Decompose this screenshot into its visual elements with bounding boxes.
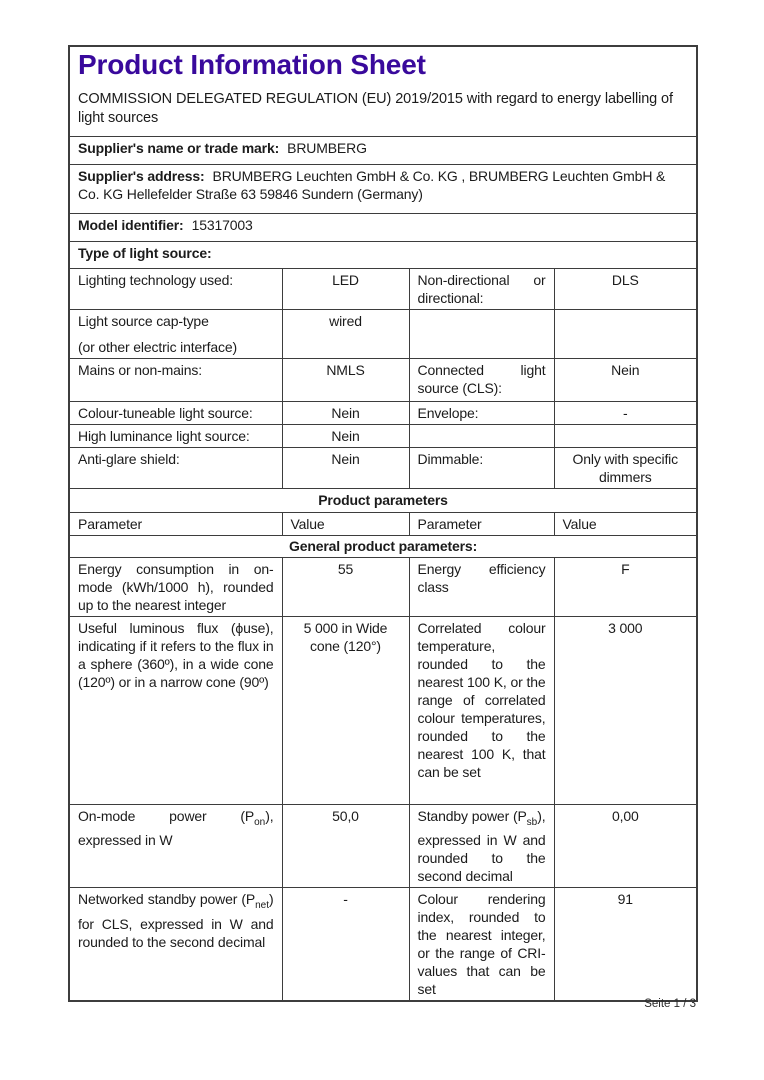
page-title: Product Information Sheet	[78, 49, 426, 80]
column-header-value: Value	[554, 512, 697, 535]
table-row	[69, 447, 697, 488]
model-identifier-label: Model identifier:	[78, 216, 184, 233]
param-label-cell: Mains or non-mains:	[69, 358, 282, 401]
param-label-cell	[409, 424, 554, 447]
table-row	[69, 268, 697, 309]
standby-power-label-pre: Standby power (P	[417, 807, 527, 824]
param-value-cell: 50,0	[282, 804, 409, 888]
param-value-cell: 0,00	[554, 804, 697, 888]
cap-type-line2: (or other electric interface)	[78, 338, 238, 355]
param-label-cell: Energy efficiency class	[409, 557, 554, 616]
param-label-cell: Dimmable:	[409, 447, 554, 488]
param-value-cell: 5 000 in Wide cone (120°)	[282, 616, 409, 804]
general-product-parameters-header: General product parameters:	[69, 535, 697, 557]
param-label-cell	[69, 888, 282, 1002]
supplier-name-label: Supplier's name or trade mark:	[78, 139, 280, 156]
param-value-cell: F	[554, 557, 697, 616]
column-header-parameter: Parameter	[409, 512, 554, 535]
supplier-address-row	[69, 164, 697, 213]
table-row	[69, 309, 697, 358]
param-label-cell	[409, 309, 554, 358]
supplier-address-label: Supplier's address:	[78, 167, 205, 184]
table-row	[69, 424, 697, 447]
column-header-row	[69, 512, 697, 535]
param-label-cell: Useful luminous flux (ϕuse), indicating if it refers to the flux in a sphere (360º), in a wide cone (120º) or in a narrow cone (90º)	[69, 616, 282, 804]
param-label-cell: Energy consumption in on-mode (kWh/1000 h), rounded up to the nearest integer	[69, 557, 282, 616]
param-value-cell	[554, 424, 697, 447]
param-label-cell: Correlated colour temperature, rounded to the nearest 100 K, or the range of correlated colour temperatures, rounded to the nearest 100 K, that can be set	[409, 616, 554, 804]
param-value-cell: 3 000	[554, 616, 697, 804]
networked-standby-subscript: net	[255, 900, 269, 912]
standby-power-subscript: sb	[526, 816, 538, 828]
param-label-cell: Connected light source (CLS):	[409, 358, 554, 401]
on-mode-power-subscript: on	[254, 816, 266, 828]
param-value-cell: Nein	[554, 358, 697, 401]
table-row	[69, 616, 697, 804]
table-row	[69, 888, 697, 1002]
param-label-cell	[69, 804, 282, 888]
param-value-cell: Nein	[282, 424, 409, 447]
param-value-cell: NMLS	[282, 358, 409, 401]
param-label-cell: Colour rendering index, rounded to the nearest integer, or the range of CRI-values that can be set	[409, 888, 554, 1002]
param-value-cell: DLS	[554, 268, 697, 309]
on-mode-power-label-pre: On-mode power (P	[78, 807, 255, 824]
param-value-cell: Nein	[282, 447, 409, 488]
type-of-light-source-label: Type of light source:	[78, 244, 212, 261]
standby-power-label-post: ), expressed in W and rounded to the second decimal	[417, 807, 546, 885]
title-block	[69, 46, 697, 136]
regulation-subtitle: COMMISSION DELEGATED REGULATION (EU) 2019/2015 with regard to energy labelling of light sources	[78, 91, 673, 126]
param-value-cell: Only with specific dimmers	[554, 447, 697, 488]
page-number: Seite 1 / 3	[644, 998, 696, 1010]
table-row	[69, 804, 697, 888]
model-identifier-value: 15317003	[191, 216, 253, 233]
param-label-cell	[69, 309, 282, 358]
supplier-address-value: BRUMBERG Leuchten GmbH & Co. KG , BRUMBERG Leuchten GmbH & Co. KG Hellefelder Straße 63 59846 Sundern (Germany)	[78, 167, 666, 202]
product-information-table	[68, 45, 698, 1002]
product-information-sheet	[68, 45, 696, 1002]
model-identifier-row	[69, 213, 697, 241]
column-header-value: Value	[282, 512, 409, 535]
type-of-light-source-header	[69, 241, 697, 268]
networked-standby-label-post: ) for CLS, expressed in W and rounded to the second decimal	[78, 891, 274, 951]
param-label-cell: High luminance light source:	[69, 424, 282, 447]
param-value-cell: 55	[282, 557, 409, 616]
table-row	[69, 557, 697, 616]
param-value-cell: wired	[282, 309, 409, 358]
param-value-cell	[554, 309, 697, 358]
table-row	[69, 358, 697, 401]
param-value-cell: 91	[554, 888, 697, 1002]
param-value-cell: Nein	[282, 401, 409, 424]
param-value-cell: LED	[282, 268, 409, 309]
param-label-cell: Envelope:	[409, 401, 554, 424]
networked-standby-label-pre: Networked standby power (P	[78, 891, 256, 908]
product-parameters-header: Product parameters	[69, 488, 697, 512]
on-mode-power-label-post: ), expressed in W	[78, 807, 274, 849]
param-label-cell	[409, 804, 554, 888]
param-value-cell: -	[282, 888, 409, 1002]
param-value-cell: -	[554, 401, 697, 424]
param-label-cell: Lighting technology used:	[69, 268, 282, 309]
cap-type-line1: Light source cap-type	[78, 312, 209, 329]
supplier-name-row	[69, 136, 697, 164]
table-row	[69, 401, 697, 424]
param-label-cell: Anti-glare shield:	[69, 447, 282, 488]
param-label-cell: Colour-tuneable light source:	[69, 401, 282, 424]
param-label-cell: Non-directional or directional:	[409, 268, 554, 309]
supplier-name-value: BRUMBERG	[287, 139, 367, 156]
column-header-parameter: Parameter	[69, 512, 282, 535]
